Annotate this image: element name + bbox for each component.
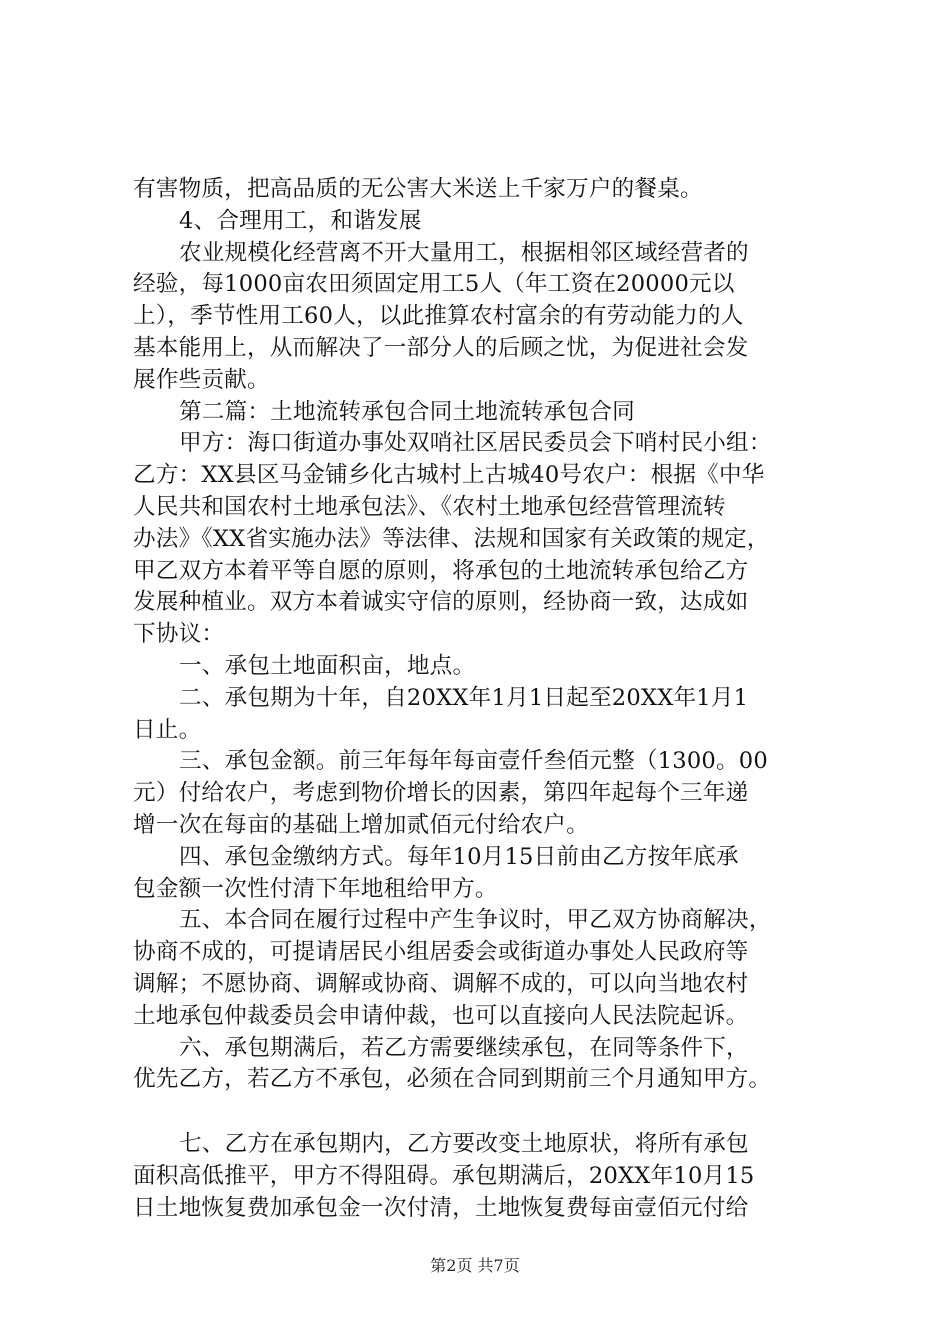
text-line: 一、承包土地面积亩，地点。 [179,652,476,679]
text-line: 乙方：XX县区马金铺乡化古城村上古城40号农户：根据《中华 [133,462,765,489]
text-line: 有害物质，把高品质的无公害大米送上千家万户的餐桌。 [133,176,703,202]
text-line: 日土地恢复费加承包金一次付清，土地恢复费每亩壹佰元付给 [133,1194,749,1221]
text-line: 元）付给农户，考虑到物价增长的因素，第四年起每个三年递 [133,780,749,807]
text-line: 4、合理用工，和谐发展 [179,207,422,234]
document-body [133,174,853,1225]
text-line: 七、乙方在承包期内，乙方要改变土地原状，将所有承包 [179,1131,749,1158]
text-line: 办法》《XX省实施办法》等法律、法规和国家有关政策的规定， [133,525,770,552]
text-line: 优先乙方，若乙方不承包，必须在合同到期前三个月通知甲方。 [133,1066,772,1093]
text-line: 展作些贡献。 [133,366,270,393]
text-line: 五、本合同在履行过程中产生争议时，甲乙双方协商解决， [179,907,772,934]
text-line: 经验，每1000亩农田须固定用工5人（年工资在20000元以 [133,271,735,298]
text-line: 包金额一次性付清下年地租给甲方。 [133,875,498,902]
page-footer: 第2页 共7页 [430,1256,520,1275]
text-line: 二、承包期为十年，自20XX年1月1日起至20XX年1月1 [179,684,749,711]
text-line: 土地承包仲裁委员会申请仲裁，也可以直接向人民法院起诉。 [133,1002,749,1029]
text-line: 农业规模化经营离不开大量用工，根据相邻区域经营者的 [179,239,749,266]
text-line: 第二篇：土地流转承包合同土地流转承包合同 [179,398,635,425]
text-line: 日止。 [133,716,202,743]
text-line: 协商不成的，可提请居民小组居委会或街道办事处人民政府等 [133,939,749,966]
text-line: 基本能用上，从而解决了一部分人的后顾之忧，为促进社会发 [133,334,749,361]
text-line: 下协议： [133,621,225,648]
text-line: 六、承包期满后，若乙方需要继续承包，在同等条件下， [179,1034,749,1061]
text-line: 发展种植业。双方本着诚实守信的原则，经协商一致，达成如 [133,589,749,616]
text-line: 四、承包金缴纳方式。每年10月15日前由乙方按年底承 [179,843,739,870]
text-line: 上），季节性用工60人，以此推算农村富余的有劳动能力的人 [133,303,744,330]
text-line: 增一次在每亩的基础上增加贰佰元付给农户。 [133,811,589,838]
text-line: 甲方：海口街道办事处双哨社区居民委员会下哨村民小组： [179,430,772,457]
text-line: 三、承包金额。前三年每年每亩壹仟叁佰元整（1300。00 [179,748,768,775]
text-line: 人民共和国农村土地承包法》、《农村土地承包经营管理流转 [133,493,726,520]
text-line: 面积高低推平，甲方不得阻碍。承包期满后，20XX年10月15 [133,1162,755,1189]
text-line: 甲乙双方本着平等自愿的原则，将承包的土地流转承包给乙方 [133,557,749,584]
text-line: 调解；不愿协商、调解或协商、调解不成的，可以向当地农村 [133,970,749,997]
